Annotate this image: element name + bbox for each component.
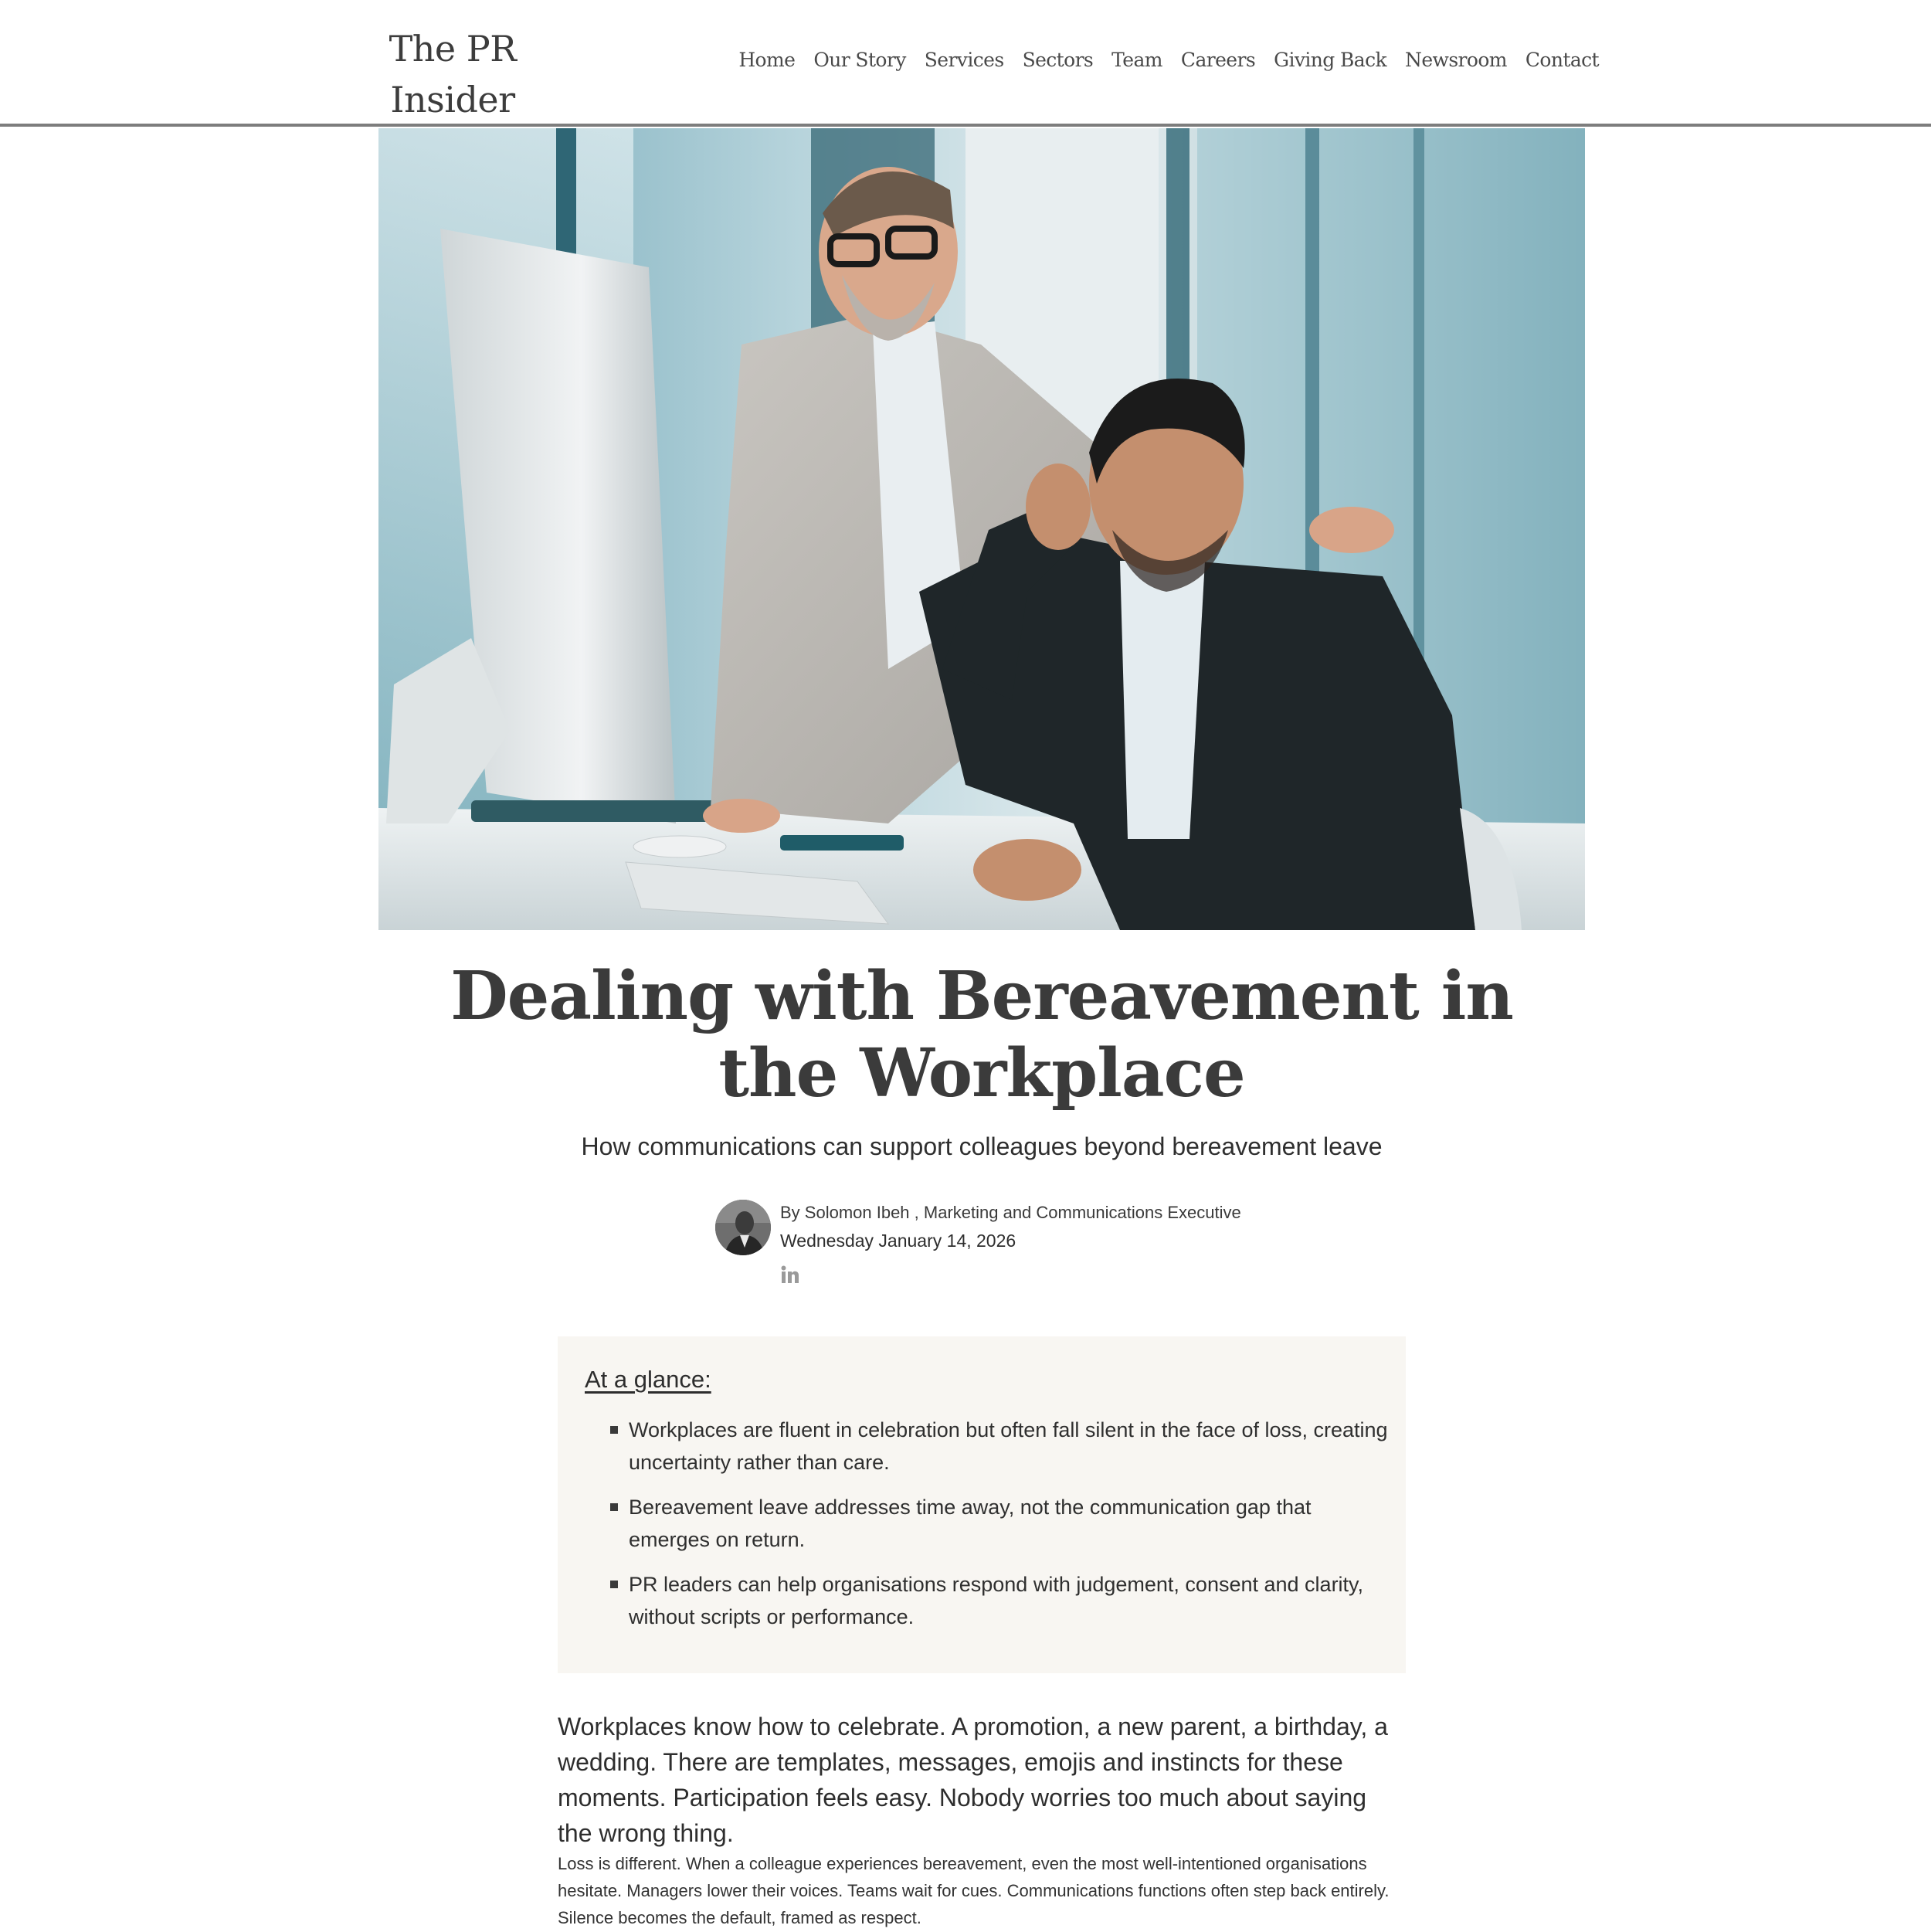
publish-date: Wednesday January 14, 2026 xyxy=(780,1231,1016,1251)
nav-item-home[interactable]: Home xyxy=(738,49,796,71)
lead-paragraph: Workplaces know how to celebrate. A promotion, a new parent, a birthday, a wedding. There are templates, messages, emojis and instincts for these moments. Participation feels easy. Nobody worries too much about saying the wrong thing. xyxy=(558,1713,1388,1847)
at-a-glance-list xyxy=(585,1414,1388,1645)
author-avatar xyxy=(715,1200,771,1255)
linkedin-icon[interactable] xyxy=(780,1265,800,1285)
article-title: Dealing with Bereavement in the Workplace xyxy=(450,957,1513,1112)
site-header xyxy=(0,0,1931,127)
nav-item-careers[interactable]: Careers xyxy=(1180,49,1256,71)
nav-item-services[interactable]: Services xyxy=(924,49,1004,71)
list-item xyxy=(585,1414,1388,1479)
nav-item-sectors[interactable]: Sectors xyxy=(1022,49,1094,71)
hero-image xyxy=(378,128,1585,930)
article-subtitle: How communications can support colleagues beyond bereavement leave xyxy=(581,1132,1383,1160)
list-item xyxy=(585,1568,1388,1633)
at-a-glance-heading: At a glance: xyxy=(585,1366,711,1393)
byline xyxy=(715,1200,1333,1300)
nav-item-team[interactable]: Team xyxy=(1111,49,1162,71)
at-a-glance-box xyxy=(558,1336,1406,1673)
nav-item-our-story[interactable]: Our Story xyxy=(813,49,906,71)
brand-title: The PR Insider xyxy=(389,28,517,121)
list-item-text: Workplaces are fluent in celebration but often fall silent in the face of loss, creating uncertainty rather than care. xyxy=(629,1418,1388,1474)
square-bullet-icon xyxy=(610,1426,618,1434)
author-line: By Solomon Ibeh , Marketing and Communications Executive xyxy=(780,1203,1241,1222)
list-item-text: Bereavement leave addresses time away, not the communication gap that emerges on return. xyxy=(629,1496,1312,1551)
list-item-text: PR leaders can help organisations respond with judgement, consent and clarity, without scripts or performance. xyxy=(629,1573,1364,1628)
square-bullet-icon xyxy=(610,1581,618,1588)
nav-item-contact[interactable]: Contact xyxy=(1525,49,1599,71)
body-paragraph: Loss is different. When a colleague experiences bereavement, even the most well-intentioned organisations hesitate. Managers lower their voices. Teams wait for cues. Communications functions often step back entirely. Silence becomes the default, framed as respect. xyxy=(558,1854,1390,1927)
nav-item-newsroom[interactable]: Newsroom xyxy=(1405,49,1507,71)
nav-item-giving-back[interactable]: Giving Back xyxy=(1274,49,1387,71)
list-item xyxy=(585,1491,1388,1556)
square-bullet-icon xyxy=(610,1503,618,1511)
main-nav xyxy=(738,45,1599,76)
